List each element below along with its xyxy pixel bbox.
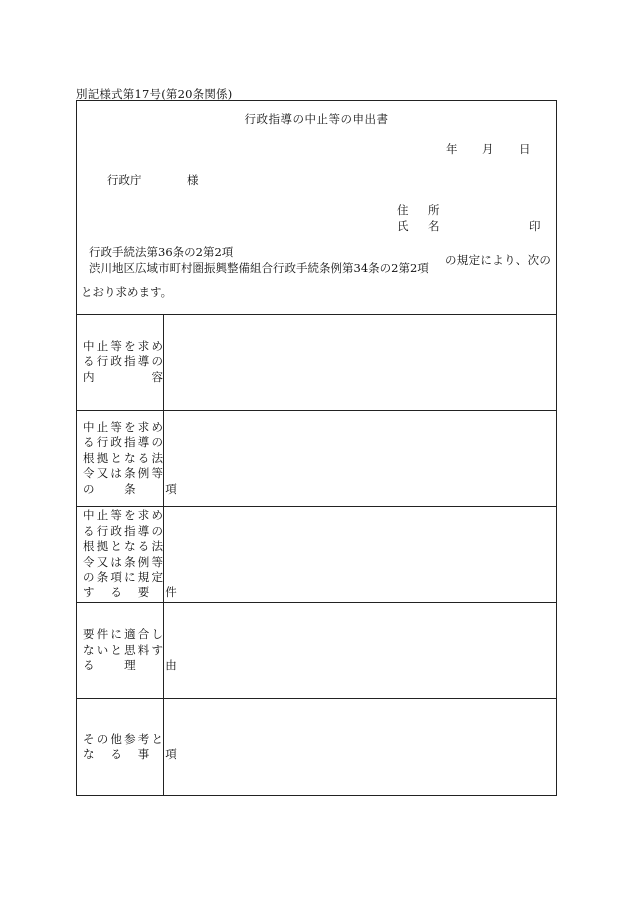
form-row-legal-provision bbox=[77, 411, 556, 507]
row-label-line: その他参考と bbox=[83, 731, 166, 746]
row-label bbox=[77, 411, 179, 506]
guidance-content-field[interactable] bbox=[164, 314, 556, 410]
row-label-line: 令又は条例等 bbox=[83, 554, 166, 569]
row-label-line: 根拠となる法 bbox=[83, 539, 166, 554]
row-label-line: 令又は条例等 bbox=[83, 466, 166, 481]
row-label-line: 中止等を求め bbox=[83, 338, 166, 353]
addressee-agency: 行政庁 bbox=[107, 173, 142, 187]
name-label: 氏 名 bbox=[397, 219, 444, 233]
addressee-honorific: 様 bbox=[187, 173, 199, 187]
date-month-label: 月 bbox=[482, 142, 494, 156]
legal-provision-field[interactable] bbox=[164, 411, 556, 506]
request-form bbox=[76, 100, 557, 796]
row-label-line: 中止等を求め bbox=[83, 419, 166, 434]
row-label-line: ないと思料す bbox=[83, 642, 166, 657]
form-row-nonconformity-reason bbox=[77, 603, 556, 699]
row-label bbox=[77, 507, 179, 602]
form-title: 行政指導の中止等の申出書 bbox=[244, 112, 389, 126]
row-label-line: 内 容 bbox=[83, 369, 166, 384]
row-label-line: る行政指導の bbox=[83, 435, 166, 450]
legal-basis-tail: の規定により、次の bbox=[445, 253, 552, 267]
other-matters-field[interactable] bbox=[164, 699, 556, 795]
row-label-line: な る 事 項 bbox=[83, 747, 179, 761]
row-label-line: す る 要 件 bbox=[83, 585, 179, 600]
form-row-guidance-content bbox=[77, 314, 556, 411]
request-statement: とおり求めます。 bbox=[81, 285, 173, 299]
row-label bbox=[77, 603, 179, 698]
form-row-requirements bbox=[77, 507, 556, 603]
row-label bbox=[77, 699, 179, 795]
date-day-label: 日 bbox=[519, 142, 531, 156]
form-number-caption: 別記様式第17号(第20条関係) bbox=[76, 87, 233, 101]
legal-basis-act: 行政手続法第36条の2第2項 bbox=[89, 245, 234, 259]
row-label-line: 中止等を求め bbox=[83, 508, 166, 523]
row-label-line: の 条 項 bbox=[83, 481, 179, 496]
row-label-line: 根拠となる法 bbox=[83, 450, 166, 465]
row-label-line: る行政指導の bbox=[83, 354, 166, 369]
form-row-other-matters bbox=[77, 699, 556, 795]
form-header bbox=[77, 101, 556, 315]
seal-mark: 印 bbox=[529, 219, 541, 233]
row-label-line: の条項に規定 bbox=[83, 569, 166, 584]
legal-basis-ordinance: 渋川地区広域市町村圏振興整備組合行政手続条例第34条の2第2項 bbox=[89, 261, 429, 275]
row-label-line: る行政指導の bbox=[83, 523, 166, 538]
address-label: 住 所 bbox=[397, 203, 444, 217]
row-label-line: 要件に適合し bbox=[83, 627, 166, 642]
date-year-label: 年 bbox=[446, 142, 458, 156]
row-label bbox=[77, 314, 164, 410]
nonconformity-reason-field[interactable] bbox=[164, 603, 556, 698]
row-label-line: る 理 由 bbox=[83, 658, 179, 673]
requirements-field[interactable] bbox=[164, 507, 556, 602]
